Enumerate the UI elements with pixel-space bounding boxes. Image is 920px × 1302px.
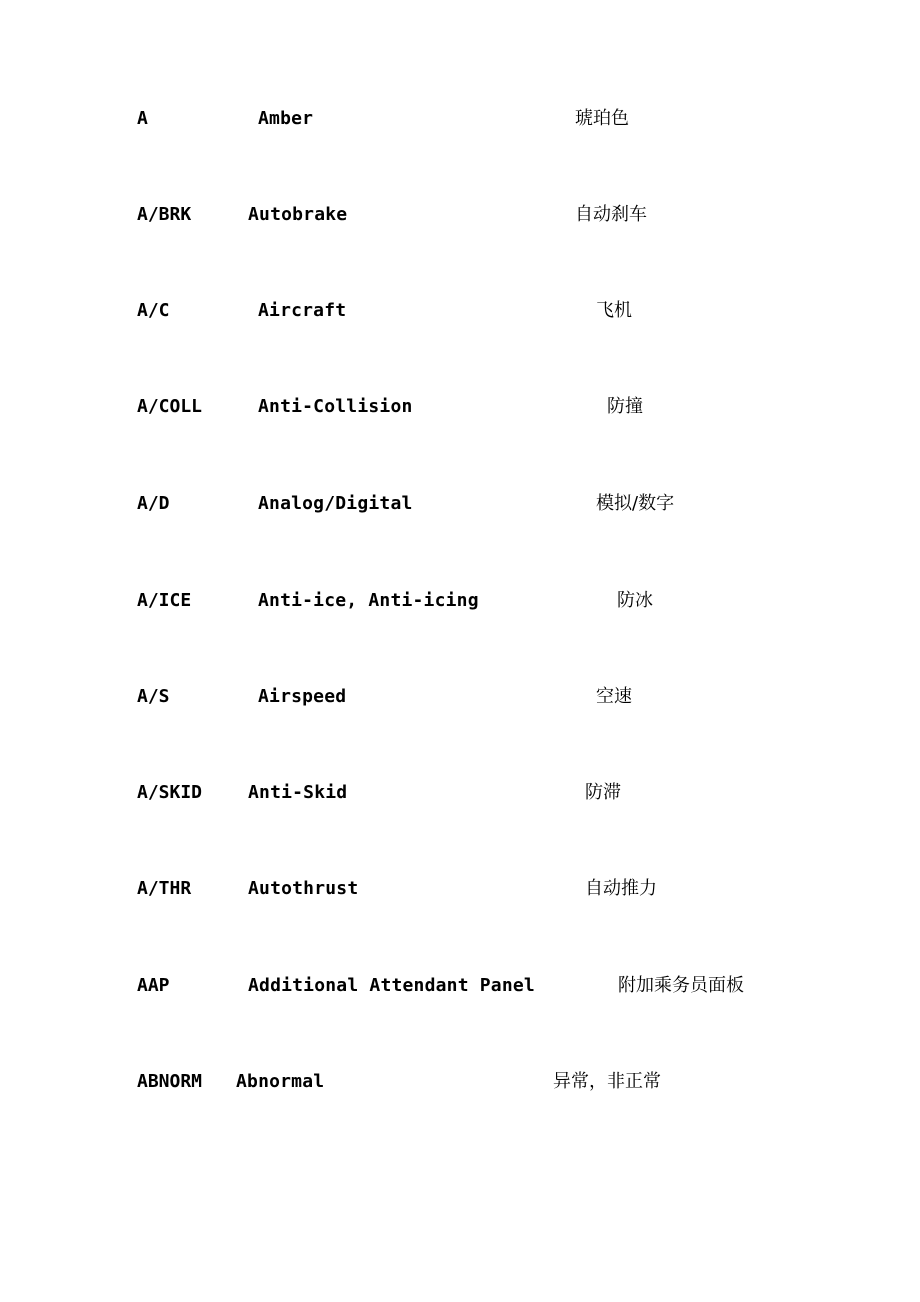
entry-term: Aircraft <box>258 300 347 321</box>
entry-translation: 防撞 <box>607 396 643 417</box>
entry-translation: 模拟/数字 <box>596 493 675 514</box>
entry-abbreviation: A/THR <box>137 878 192 899</box>
entry-translation: 防滞 <box>585 782 621 803</box>
entry-translation: 琥珀色 <box>575 108 629 129</box>
entry-abbreviation: A/D <box>137 493 170 514</box>
glossary-entry <box>0 104 920 134</box>
glossary-entry <box>0 200 920 230</box>
entry-abbreviation: A/C <box>137 300 170 321</box>
glossary-entry <box>0 392 920 422</box>
entry-abbreviation: A/COLL <box>137 396 203 417</box>
glossary-entry <box>0 874 920 904</box>
entry-abbreviation: A/SKID <box>137 782 203 803</box>
entry-abbreviation: A/S <box>137 686 170 707</box>
entry-term: Autothrust <box>248 878 359 899</box>
glossary-entry <box>0 971 920 1001</box>
entry-translation: 飞机 <box>596 300 632 321</box>
entry-term: Airspeed <box>258 686 347 707</box>
entry-translation: 自动推力 <box>585 878 657 899</box>
entry-translation: 异常，非正常 <box>553 1071 661 1092</box>
entry-translation: 空速 <box>596 686 632 707</box>
entry-abbreviation: A <box>137 108 148 129</box>
entry-abbreviation: A/ICE <box>137 590 192 611</box>
entry-term: Amber <box>258 108 314 129</box>
entry-abbreviation: ABNORM <box>137 1071 203 1092</box>
glossary-entry <box>0 489 920 519</box>
glossary-entry <box>0 1067 920 1097</box>
glossary-entry <box>0 778 920 808</box>
entry-term: Anti-Collision <box>258 396 413 417</box>
entry-term: Abnormal <box>236 1071 325 1092</box>
entry-translation: 自动刹车 <box>575 204 647 225</box>
entry-translation: 防冰 <box>617 590 653 611</box>
entry-term: Analog/Digital <box>258 493 413 514</box>
glossary-entry <box>0 682 920 712</box>
entry-term: Additional Attendant Panel <box>248 975 535 996</box>
entry-term: Anti-ice, Anti-icing <box>258 590 479 611</box>
entry-abbreviation: A/BRK <box>137 204 192 225</box>
glossary-entry <box>0 296 920 326</box>
entry-abbreviation: AAP <box>137 975 170 996</box>
glossary-entry <box>0 586 920 616</box>
entry-term: Anti-Skid <box>248 782 348 803</box>
entry-term: Autobrake <box>248 204 348 225</box>
entry-translation: 附加乘务员面板 <box>618 975 744 996</box>
